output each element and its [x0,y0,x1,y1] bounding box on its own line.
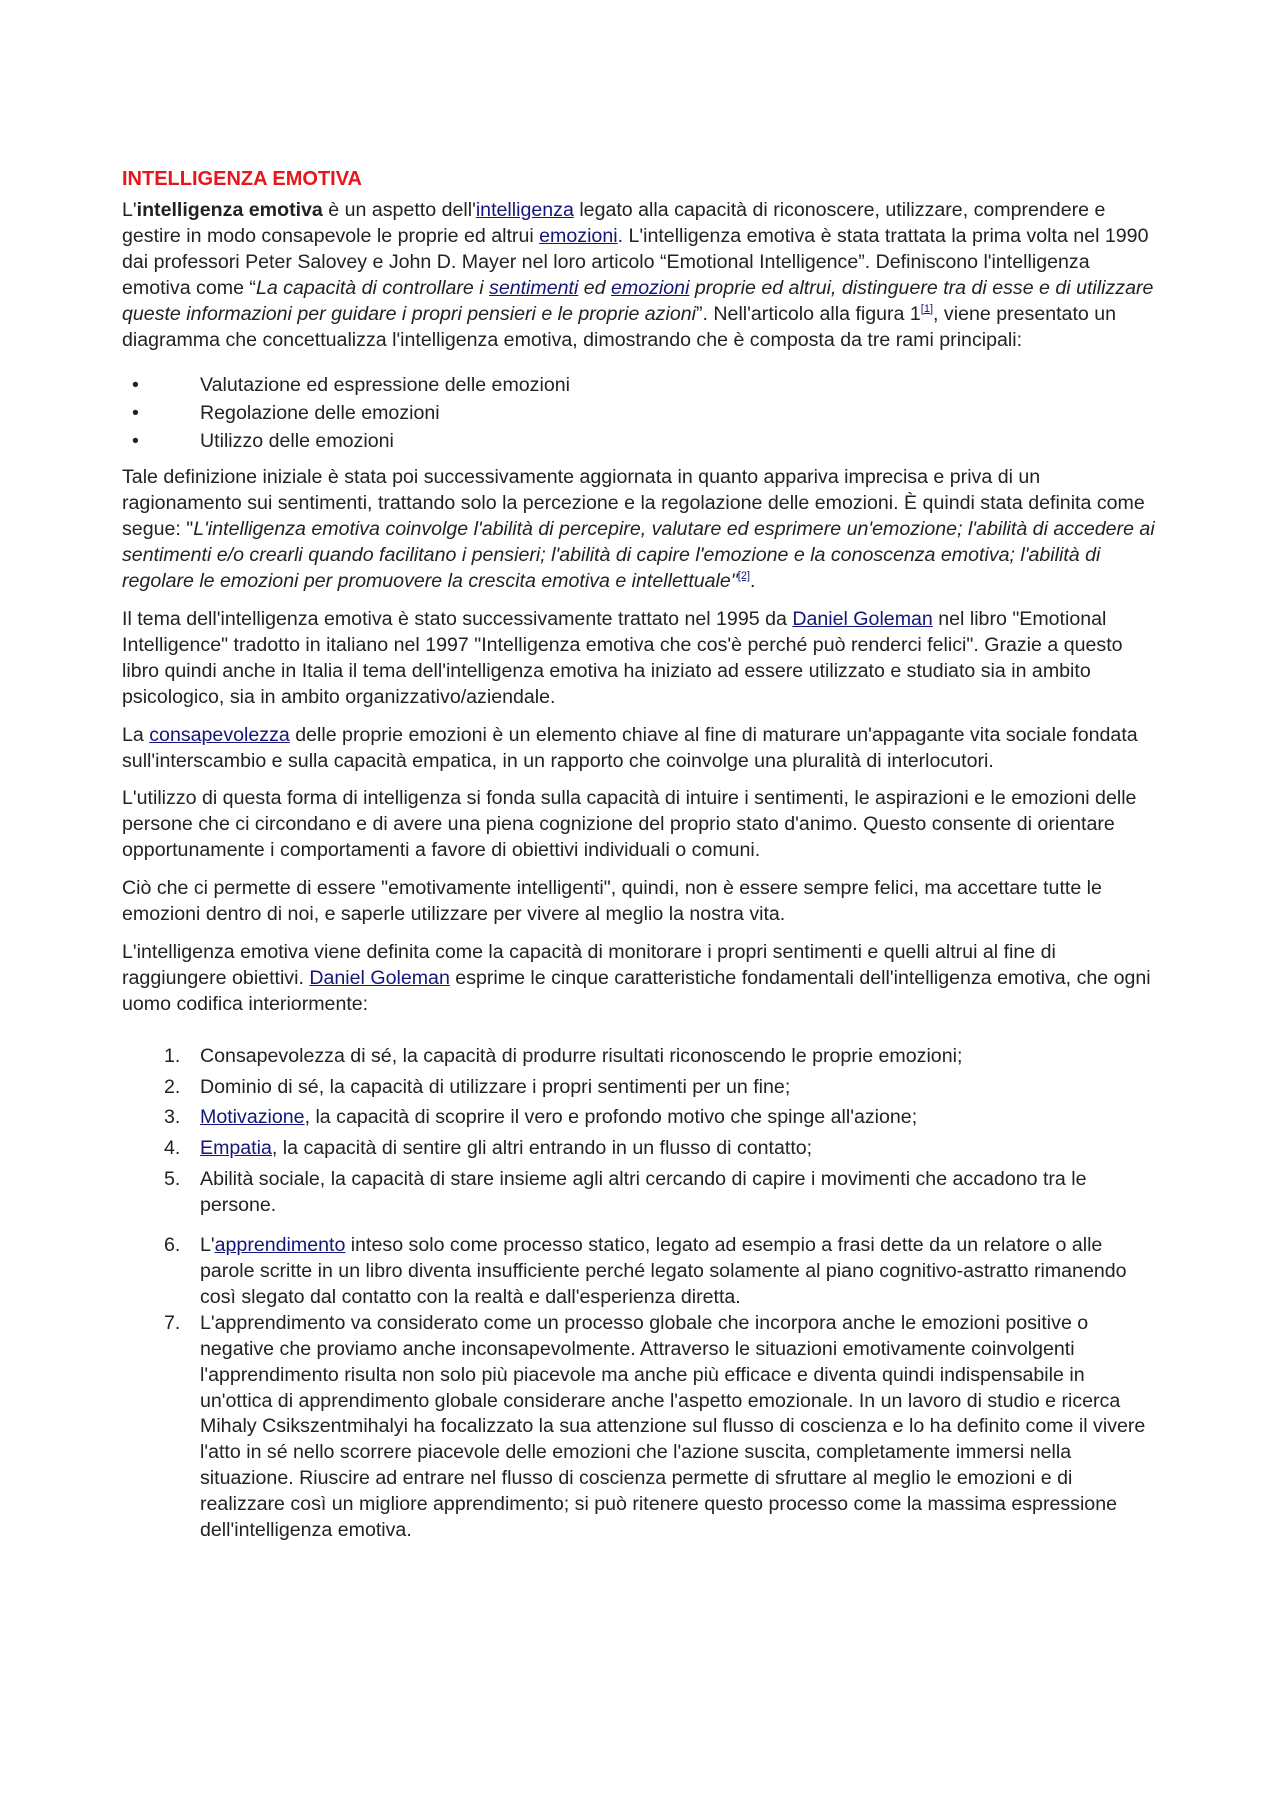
text-run: , viene presentato un diagramma che concettualizza l'intelligenza emotiva, dimostrando che è composta da tre rami principali: [122,302,1117,351]
list-item-text: , la capacità di sentire gli altri entrando in un flusso di contatto; [271,1137,813,1160]
list-number: 4. [164,1137,181,1160]
bold-term: intelligenza emotiva [136,199,323,221]
list-item-text: Dominio di sé, la capacità di utilizzare i propri sentimenti per un fine; [200,1075,791,1098]
link-emozioni-2[interactable]: emozioni [611,276,690,299]
list-item-text: , la capacità di scoprire il vero e profondo motivo che spinge all'azione; [304,1106,918,1129]
list-item-text: Utilizzo delle emozioni [200,430,394,453]
definition-paragraph [122,465,1162,595]
footnote-ref-1[interactable]: [1] [920,302,934,315]
text-run: esprime le cinque caratteristiche fondamentali dell'intelligenza emotiva, che ogni uomo codifica interiormente: [122,966,1151,1015]
list-item [122,1136,1162,1162]
bullet-list [122,371,1162,455]
list-item [122,371,1162,399]
link-emozioni[interactable]: emozioni [539,224,618,247]
link-daniel-goleman[interactable]: Daniel Goleman [792,607,933,630]
link-apprendimento[interactable]: apprendimento [214,1234,346,1257]
list-item-text: Regolazione delle emozioni [200,402,440,425]
text-run: Il tema dell'intelligenza emotiva è stato successivamente trattato nel 1995 da [122,607,793,630]
link-consapevolezza[interactable]: consapevolezza [149,723,290,746]
goleman-paragraph [122,607,1162,711]
italic-run: ed [578,276,612,299]
list-item-text: inteso solo come processo statico, legato ad esempio a frasi dette da un relatore o alle parole scritte in un libro diventa insufficiente perché legato solamente al piano cognitivo-astratto rimanendo così slegato dal contatto con la realtà e dall'esperienza diretta. [200,1234,1127,1308]
italic-run: L'intelligenza emotiva coinvolge l'abilità di percepire, valutare ed esprimere un'emozione; l'abilità di accedere ai sentimenti e/o crearli quando facilitano i pensieri; l'abilità di capire l'emozione e la conoscenza emotiva; l'abilità di regolare le emozioni per promuovere la crescita emotiva e intellettuale [122,518,1155,593]
italic-run: La capacità di controllare i [255,276,490,299]
text-run: legato alla capacità di riconoscere, utilizzare, comprendere e gestire in modo consapevole le proprie ed altrui [122,199,1106,247]
consapevolezza-paragraph [122,723,1162,775]
link-motivazione[interactable]: Motivazione [200,1106,305,1129]
text-run: . [750,570,756,593]
text-run: è un aspetto dell' [322,199,476,221]
footnote-ref-2[interactable]: [2] [737,570,751,583]
utilizzo-paragraph: L'utilizzo di questa forma di intelligenza si fonda sulla capacità di intuire i sentimenti, le aspirazioni e le emozioni delle persone che ci circondano e di avere una piena cognizione del proprio stato d'animo. Questo consente di orientare opportunamente i comportamenti a favore di obiettivi individuali o comuni. [122,787,1137,862]
list-number: 7. [164,1311,181,1334]
page-title: INTELLIGENZA EMOTIVA [122,168,362,190]
list-item [122,1075,1162,1101]
list-item-text: Consapevolezza di sé, la capacità di produrre risultati riconoscendo le proprie emozioni; [200,1044,963,1067]
list-number: 3. [164,1106,181,1129]
text-run: ”. Nell'articolo alla figura 1 [695,302,921,325]
list-number: 2. [164,1075,181,1098]
list-item [122,1233,1162,1311]
emotivamente-paragraph: Ciò che ci permette di essere "emotivamente intelligenti", quindi, non è essere sempre felici, ma accettare tutte le emozioni dentro di noi, e saperle utilizzare per vivere al meglio la nostra vita. [122,877,1102,926]
list-item-text: Valutazione ed espressione delle emozioni [200,374,570,397]
text-run: L' [122,199,137,221]
list-item [122,1105,1162,1131]
italic-run: " [730,570,738,593]
numbered-list [122,1044,1162,1544]
definizione-paragraph [122,940,1162,1018]
bullet-icon: • [132,374,139,397]
intro-paragraph [122,198,1162,353]
text-run: Tale definizione iniziale è stata poi successivamente aggiornata in quanto appariva imprecisa e priva di un ragionamento sui sentimenti, trattando solo la percezione e la regolazione delle emozioni. È quindi stata definita come segue: " [122,466,1145,541]
link-daniel-goleman-2[interactable]: Daniel Goleman [309,966,450,989]
list-item [122,427,1162,455]
list-item [122,399,1162,427]
text-run: delle proprie emozioni è un elemento chiave al fine di maturare un'appagante vita sociale fondata sull'interscambio e sulla capacità empatica, in un rapporto che coinvolge una pluralità di interlocutori. [122,723,1138,772]
text-run: La [122,723,150,746]
document-page [122,166,1162,1549]
list-item-text: L' [200,1234,215,1257]
link-intelligenza[interactable]: intelligenza [475,199,574,221]
list-item [122,1311,1162,1544]
list-item [122,1167,1162,1219]
list-item [122,1044,1162,1070]
list-item-text: L'apprendimento va considerato come un processo globale che incorpora anche le emozioni positive o negative che proviamo anche inconsapevolmente. Attraverso le situazioni emotivamente coinvolgenti l'apprendimento risulta non solo più piacevole ma anche più efficace e diventa quindi indispensabile in un'ottica di apprendimento globale considerare anche l'aspetto emozionale. In un lavoro di studio e ricerca Mihaly Csikszentmihalyi ha focalizzato la sua attenzione sul flusso di coscienza e lo ha definito come il vivere l'atto in sé nello scorrere piacevole delle emozioni che l'azione suscita, completamente immersi nella situazione. Riuscire ad entrare nel flusso di coscienza permette di sfruttare al meglio le emozioni e di realizzare così un migliore apprendimento; si può ritenere questo processo come la massima espressione dell'intelligenza emotiva. [200,1311,1146,1542]
bullet-icon: • [132,430,139,453]
italic-run: proprie ed altrui, distinguere tra di esse e di utilizzare queste informazioni per guidare i propri pensieri e le proprie azioni [122,276,1154,325]
text-run: . L'intelligenza emotiva è stata trattata la prima volta nel 1990 dai professori Peter Salovey e John D. Mayer nel loro articolo “Emotional Intelligence”. Definiscono l'intelligenza emotiva come “ [122,224,1149,299]
link-sentimenti[interactable]: sentimenti [489,276,579,299]
list-number: 5. [164,1168,181,1191]
list-number: 1. [164,1044,181,1067]
text-run: nel libro "Emotional Intelligence" tradotto in italiano nel 1997 "Intelligenza emotiva che cos'è perché può renderci felici". Grazie a questo libro quindi anche in Italia il tema dell'intelligenza emotiva ha iniziato ad essere utilizzato e studiato sia in ambito psicologico, sia in ambito organizzativo/aziendale. [122,607,1123,708]
bullet-icon: • [132,402,139,425]
list-number: 6. [164,1234,181,1257]
text-run: L'intelligenza emotiva viene definita come la capacità di monitorare i propri sentimenti e quelli altrui al fine di raggiungere obiettivi. [122,940,1056,989]
link-empatia[interactable]: Empatia [200,1137,272,1160]
list-item-text: Abilità sociale, la capacità di stare insieme agli altri cercando di capire i movimenti che accadono tra le persone. [200,1168,1087,1217]
